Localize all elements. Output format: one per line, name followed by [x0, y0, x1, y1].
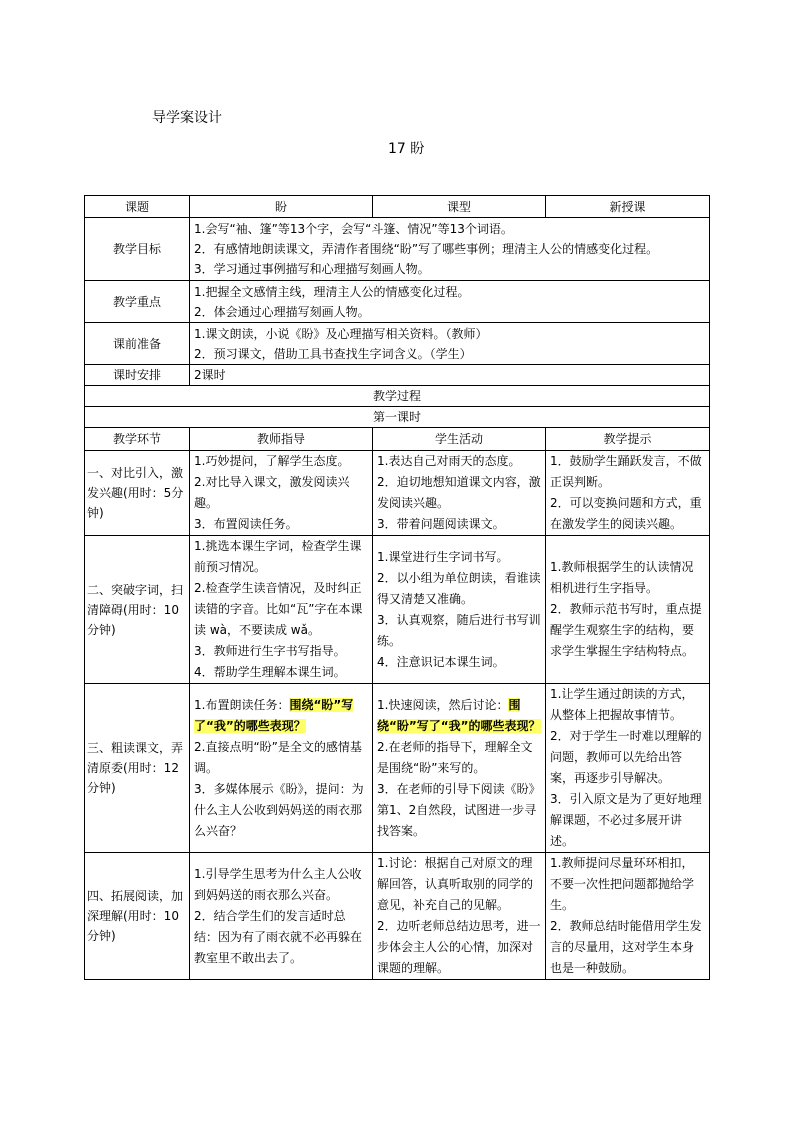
- stage-label: 一、对比引入，激发兴趣(用时：5分钟): [85, 451, 190, 536]
- student-activity: [373, 684, 546, 853]
- time-row: [85, 365, 710, 386]
- stage-label: 四、拓展阅读，加深理解(用时：10分钟): [85, 853, 190, 980]
- teacher-item: 1.引导学生思考为什么主人公收到妈妈送的雨衣那么兴奋。: [194, 866, 362, 902]
- student-activity: [373, 536, 546, 684]
- prep-row: [85, 323, 710, 365]
- student-item: 2．边听老师总结边思考，进一步体会主人公的心情，加深对课题的理解。: [377, 919, 541, 975]
- teacher-guidance: [190, 536, 373, 684]
- student-item: 2．以小组为单位朗读，看谁读得又清楚又准确。: [377, 570, 541, 606]
- prep-item: 2．预习课文，借助工具书查找生字词含义。（学生）: [194, 346, 472, 361]
- goals-label: 教学目标: [85, 218, 190, 281]
- goals-content: [190, 218, 710, 281]
- lesson-plan-table: [84, 195, 710, 980]
- tip-item: 2．对于学生一时难以理解的问题，教师可以先给出答案，再逐步引导解决。: [550, 729, 702, 785]
- type-value: 新授课: [546, 196, 710, 218]
- subject-label: 课题: [85, 196, 190, 218]
- prep-label: 课前准备: [85, 323, 190, 365]
- key-item: 2．体会通过心理描写刻画人物。: [194, 304, 370, 319]
- teacher-item: 3．教师进行生字书写指导。: [194, 644, 346, 658]
- student-item: 2.在老师的指导下，理解全文是围绕“盼”来写的。: [377, 739, 533, 775]
- stage-label: 二、突破字词，扫清障碍(用时：10分钟): [85, 536, 190, 684]
- student-item: 4．注意识记本课生词。: [377, 654, 505, 669]
- time-label: 课时安排: [85, 365, 190, 386]
- stage-label: 三、粗读课文，弄清原委(用时：12分钟): [85, 684, 190, 853]
- student-item-prefix: 1.快速阅读，然后讨论：: [377, 697, 509, 712]
- teaching-tips: [546, 451, 710, 536]
- goals-row: [85, 218, 710, 281]
- key-item: 1.把握全文感情主线，理清主人公的情感变化过程。: [194, 284, 470, 299]
- stage-row-2: [85, 536, 710, 684]
- tip-item: 1.教师提问尽量环环相扣，不要一次性把问题都抛给学生。: [550, 856, 695, 912]
- teacher-item: 3．多媒体展示《盼》，提问：为什么主人公收到妈妈送的雨衣那么兴奋？: [194, 781, 364, 838]
- student-activity: [373, 451, 546, 536]
- teacher-item: 1.巧妙提问，了解学生态度。: [194, 454, 350, 468]
- teaching-tips: [546, 536, 710, 684]
- prep-content: [190, 323, 710, 365]
- lesson-title: 17 盼: [388, 141, 425, 157]
- tip-item: 2．教师总结时能借用学生发言的尽量用，这对学生本身也是一种鼓励。: [550, 919, 702, 975]
- tip-item: 1.让学生通过朗读的方式，从整体上把握故事情节。: [550, 687, 694, 722]
- subject-value: 盼: [190, 196, 373, 218]
- column-header-row: [85, 428, 710, 451]
- stage-row-1: [85, 451, 710, 536]
- tip-item: 2．可以变换问题和方式，重在激发学生的阅读兴趣。: [550, 496, 702, 531]
- process-label: 教学过程: [85, 386, 710, 407]
- teacher-item: 2.检查学生读音情况，及时纠正读错的字音。比如“瓦”字在本课读 wà，不要读成 wǎ。: [194, 581, 363, 637]
- teacher-item-prefix: 1.布置朗读任务：: [194, 697, 290, 712]
- student-item: 3．认真观察，随后进行书写训练。: [377, 612, 541, 648]
- student-item: 2．迫切地想知道课文内容，激发阅读兴趣。: [377, 475, 541, 510]
- teacher-item: [194, 695, 368, 737]
- student-item: 3．在老师的引导下阅读《盼》第1、2自然段，试图进一步寻找答案。: [377, 781, 541, 838]
- teacher-item: 3．布置阅读任务。: [194, 517, 298, 531]
- teacher-guidance: [190, 853, 373, 980]
- teacher-guidance: [190, 451, 373, 536]
- teacher-item: 2.直接点明“盼”是全文的感情基调。: [194, 739, 362, 775]
- tip-item: 3．引入原文是为了更好地理解课题，不必过多展开讲述。: [550, 792, 702, 848]
- stage-row-3: [85, 684, 710, 853]
- column-header: 教学提示: [546, 428, 710, 451]
- teacher-item: 2．结合学生们的发言适时总结：因为有了雨衣就不必再躲在教室里不敢出去了。: [194, 908, 363, 965]
- teaching-tips: [546, 853, 710, 980]
- time-value: 2课时: [190, 365, 710, 386]
- key-content: [190, 281, 710, 323]
- prep-item: 1.课文朗读，小说《盼》及心理描写相关资料。（教师）: [194, 326, 488, 341]
- tip-item: 2．教师示范书写时，重点提醒学生观察生字的结构，要求学生掌握生字结构特点。: [550, 602, 702, 658]
- lesson-row: [85, 407, 710, 428]
- teacher-item: 1.挑选本课生字词，检查学生课前预习情况。: [194, 539, 362, 574]
- tip-item: 1．鼓励学生踊跃发言，不做正误判断。: [550, 454, 702, 489]
- column-header: 教师指导: [190, 428, 373, 451]
- student-item: 1.课堂进行生字词书写。: [377, 549, 509, 564]
- goal-item: 2．有感情地朗读课文，弄清作者围绕“盼”写了哪些事例；理清主人公的情感变化过程。: [194, 242, 659, 256]
- goal-item: 3．学习通过事例描写和心理描写刻画人物。: [194, 262, 430, 276]
- teacher-item: 2.对比导入课文，激发阅读兴趣。: [194, 475, 350, 510]
- student-item: 1.表达自己对雨天的态度。: [377, 454, 521, 468]
- student-item: [377, 695, 541, 737]
- subject-row: [85, 196, 710, 218]
- teacher-guidance: [190, 684, 373, 853]
- column-header: 教学环节: [85, 428, 190, 451]
- tip-item: 1.教师根据学生的认读情况相机进行生字指导。: [550, 560, 694, 595]
- student-activity: [373, 853, 546, 980]
- student-item: 1.讨论：根据自己对原文的理解回答，认真听取别的同学的意见，补充自己的见解。: [377, 856, 534, 912]
- student-item: 3．带着问题阅读课文。: [377, 517, 505, 531]
- column-header: 学生活动: [373, 428, 546, 451]
- type-label: 课型: [373, 196, 546, 218]
- document-heading: 导学案设计: [152, 110, 222, 126]
- highlighted-question: 围绕“盼”写了“我”的哪些表现？: [377, 697, 541, 733]
- key-label: 教学重点: [85, 281, 190, 323]
- highlighted-question: 围绕“盼”写了“我”的哪些表现？: [194, 697, 354, 733]
- teaching-tips: [546, 684, 710, 853]
- goal-item: 1.会写“袖、篷”等13个字，会写“斗篷、情况”等13个词语。: [194, 222, 513, 236]
- teacher-item: 4．帮助学生理解本课生词。: [194, 665, 346, 679]
- lesson-label: 第一课时: [85, 407, 710, 428]
- stage-row-4: [85, 853, 710, 980]
- key-row: [85, 281, 710, 323]
- process-row: [85, 386, 710, 407]
